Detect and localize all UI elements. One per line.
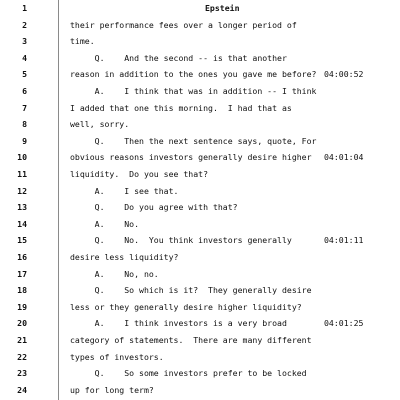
line-number: 2 xyxy=(22,19,27,30)
timestamp: 04:00:52 xyxy=(324,69,364,80)
timestamp: 04:01:11 xyxy=(324,235,364,246)
transcript-line xyxy=(0,33,400,49)
transcript-line xyxy=(0,249,400,265)
line-text: their performance fees over a longer period of xyxy=(70,19,297,30)
transcript-line xyxy=(0,266,400,282)
line-number: 3 xyxy=(22,36,27,47)
transcript-line xyxy=(0,365,400,381)
line-number: 16 xyxy=(17,252,27,262)
witness-header: Epstein xyxy=(205,3,240,13)
line-number: 11 xyxy=(17,169,27,179)
line-number: 9 xyxy=(22,135,27,146)
line-number: 8 xyxy=(22,119,27,130)
line-text: Q. Do you agree with that? xyxy=(70,202,238,213)
transcript-line xyxy=(0,315,400,331)
timestamp: 04:01:04 xyxy=(324,152,364,163)
line-number: 1 xyxy=(22,3,27,13)
line-text: time. xyxy=(70,36,95,47)
transcript-line xyxy=(0,282,400,298)
line-number: 19 xyxy=(17,301,27,312)
line-number: 23 xyxy=(17,368,27,379)
line-text: A. No, no. xyxy=(70,268,159,279)
transcript-line xyxy=(0,149,400,165)
line-text: less or they generally desire higher liquidity? xyxy=(70,301,302,312)
transcript-line xyxy=(0,166,400,182)
transcript-line xyxy=(0,216,400,232)
line-text: Q. So which is it? They generally desire xyxy=(70,285,312,296)
line-text: I added that one this morning. I had that as xyxy=(70,102,292,113)
line-text: Q. No. You think investors generally xyxy=(70,235,292,246)
line-text: category of statements. There are many different xyxy=(70,335,312,345)
transcript-line xyxy=(0,66,400,82)
transcript-line xyxy=(0,232,400,248)
timestamp: 04:01:25 xyxy=(324,318,364,329)
line-number: 17 xyxy=(17,268,27,279)
transcript-line xyxy=(0,17,400,33)
line-number: 14 xyxy=(17,218,27,229)
line-text: types of investors. xyxy=(70,351,164,362)
transcript-line xyxy=(0,50,400,66)
transcript-line xyxy=(0,83,400,99)
line-text: Q. And the second -- is that another xyxy=(70,52,287,63)
line-number: 12 xyxy=(17,185,27,196)
line-number: 5 xyxy=(22,69,27,80)
transcript-line xyxy=(0,0,400,16)
transcript-line xyxy=(0,116,400,132)
line-text: A. I think that was in addition -- I think xyxy=(70,86,317,96)
line-text: A. No. xyxy=(70,218,140,229)
line-number: 4 xyxy=(22,52,27,63)
line-text: A. I think investors is a very broad xyxy=(70,318,287,329)
transcript-line xyxy=(0,199,400,215)
line-text: desire less liquidity? xyxy=(70,252,179,262)
line-number: 20 xyxy=(17,318,27,329)
transcript-line xyxy=(0,349,400,365)
line-text: well, sorry. xyxy=(70,119,130,130)
line-number: 24 xyxy=(17,384,27,395)
line-text: Q. Then the next sentence says, quote, For xyxy=(70,135,317,146)
line-number: 21 xyxy=(17,335,27,345)
transcript-line xyxy=(0,382,400,398)
line-text: up for long term? xyxy=(70,384,154,395)
line-number: 13 xyxy=(17,202,27,213)
line-text: obvious reasons investors generally desire higher xyxy=(70,152,312,163)
line-number: 6 xyxy=(22,86,27,96)
line-number: 7 xyxy=(22,102,27,113)
transcript-line xyxy=(0,299,400,315)
line-number: 15 xyxy=(17,235,27,246)
line-number: 22 xyxy=(17,351,27,362)
line-number: 18 xyxy=(17,285,27,296)
line-text: A. I see that. xyxy=(70,185,179,196)
transcript-line xyxy=(0,133,400,149)
transcript-line xyxy=(0,100,400,116)
line-number: 10 xyxy=(17,152,27,163)
line-text: liquidity. Do you see that? xyxy=(70,169,209,179)
line-text: reason in addition to the ones you gave me before? xyxy=(70,69,317,80)
line-text: Q. So some investors prefer to be locked xyxy=(70,368,307,379)
transcript-line xyxy=(0,183,400,199)
transcript-line xyxy=(0,332,400,348)
